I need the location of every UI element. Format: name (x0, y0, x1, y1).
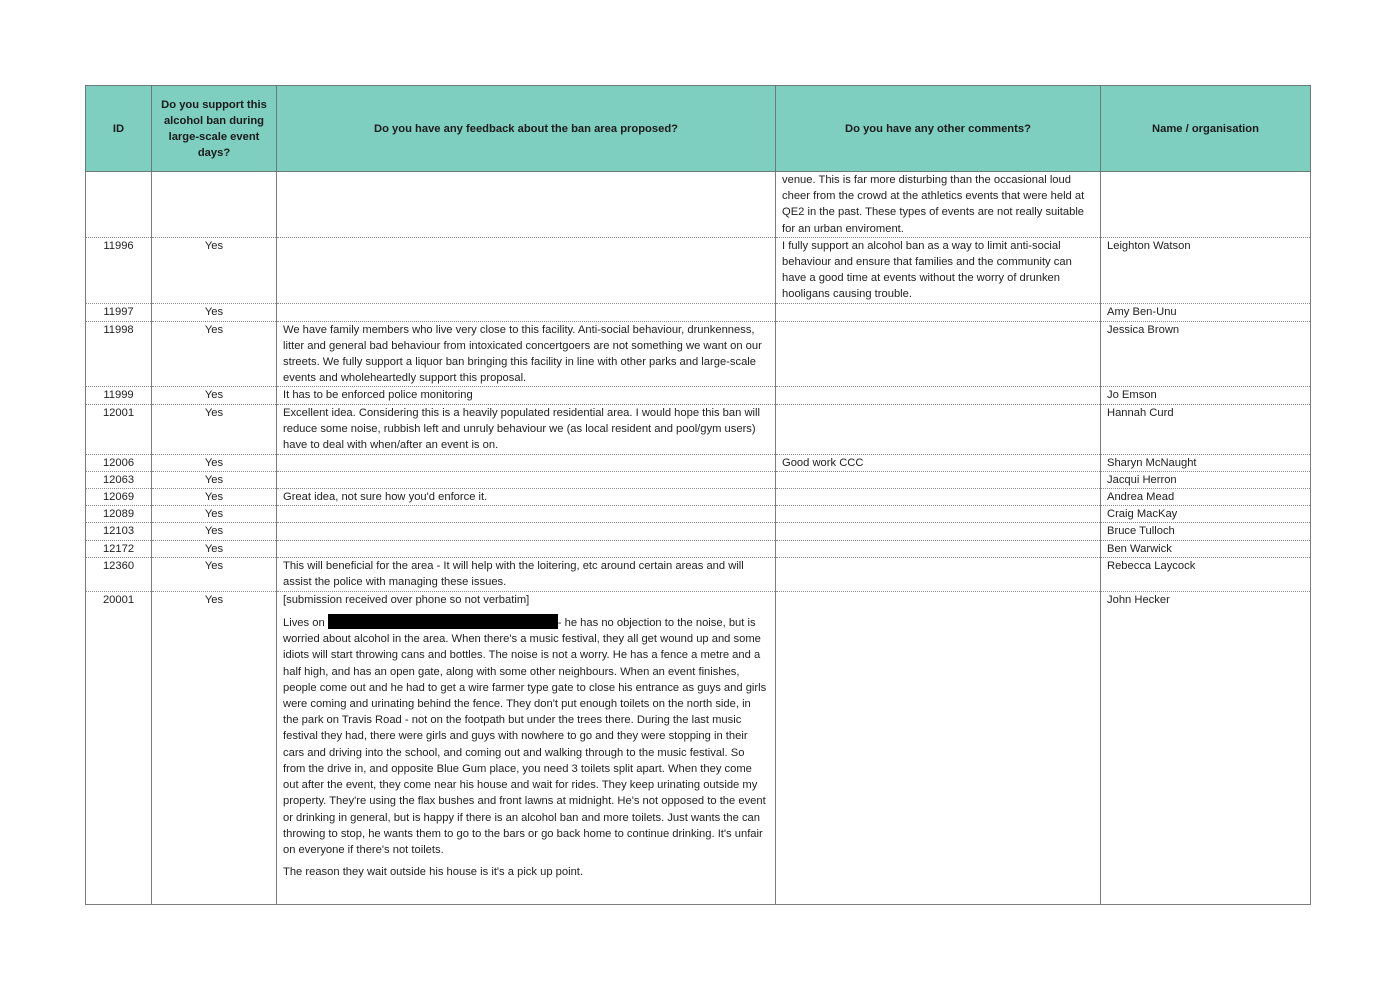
submissions-table (85, 85, 1311, 905)
cell-support: Yes (152, 489, 277, 506)
table-row (86, 540, 1311, 557)
cell-comments (776, 303, 1101, 321)
table-row (86, 321, 1311, 387)
header-comments: Do you have any other comments? (776, 86, 1101, 172)
cell-name: Ben Warwick (1101, 540, 1311, 557)
cell-comments (776, 471, 1101, 488)
cell-feedback (277, 454, 776, 471)
cell-comments: I fully support an alcohol ban as a way to limit anti-social behaviour and ensure that families and the community can have a good time at events without the worry of drunken hooligans causing trouble. (776, 237, 1101, 303)
cell-feedback: We have family members who live very close to this facility. Anti-social behaviour, drunkenness, litter and general bad behaviour from intoxicated concertgoers are not something we want on our streets. We fully support a liquor ban bringing this facility in line with other parks and large-scale events and wholeheartedly support this proposal. (277, 321, 776, 387)
cell-name: Jacqui Herron (1101, 471, 1311, 488)
cell-support: Yes (152, 540, 277, 557)
cell-id: 11996 (86, 237, 152, 303)
cell-feedback (277, 591, 776, 904)
cell-feedback: Great idea, not sure how you'd enforce it. (277, 489, 776, 506)
feedback-prefix: Lives on (283, 617, 328, 630)
table-row (86, 471, 1311, 488)
cell-feedback (277, 506, 776, 523)
cell-name: Craig MacKay (1101, 506, 1311, 523)
header-name: Name / organisation (1101, 86, 1311, 172)
cell-id: 11998 (86, 321, 152, 387)
cell-support: Yes (152, 506, 277, 523)
cell-name: Leighton Watson (1101, 237, 1311, 303)
cell-comments (776, 591, 1101, 904)
cell-id: 12172 (86, 540, 152, 557)
feedback-paragraph (283, 614, 769, 858)
table-row (86, 506, 1311, 523)
cell-id: 11997 (86, 303, 152, 321)
table-row (86, 303, 1311, 321)
cell-comments (776, 404, 1101, 454)
table-row (86, 237, 1311, 303)
feedback-closing: The reason they wait outside his house is it's a pick up point. (283, 866, 584, 879)
cell-support: Yes (152, 321, 277, 387)
cell-id: 20001 (86, 591, 152, 904)
cell-feedback (277, 237, 776, 303)
cell-id (86, 172, 152, 238)
cell-id: 12063 (86, 471, 152, 488)
cell-comments (776, 557, 1101, 591)
header-row (86, 86, 1311, 172)
cell-support: Yes (152, 591, 277, 904)
cell-feedback (277, 471, 776, 488)
cell-id: 12360 (86, 557, 152, 591)
cell-feedback (277, 523, 776, 540)
cell-comments (776, 523, 1101, 540)
cell-comments (776, 506, 1101, 523)
cell-name: Jo Emson (1101, 387, 1311, 404)
header-support: Do you support this alcohol ban during large-scale event days? (152, 86, 277, 172)
redacted-address (328, 614, 558, 629)
cell-support: Yes (152, 523, 277, 540)
cell-support: Yes (152, 237, 277, 303)
cell-support: Yes (152, 454, 277, 471)
cell-comments (776, 540, 1101, 557)
cell-id: 12001 (86, 404, 152, 454)
cell-comments: venue. This is far more disturbing than the occasional loud cheer from the crowd at the athletics events that were held at QE2 in the past. These types of events are not really suitable for an urban enviroment. (776, 172, 1101, 238)
cell-id: 12006 (86, 454, 152, 471)
cell-name: Hannah Curd (1101, 404, 1311, 454)
cell-feedback: Excellent idea. Considering this is a heavily populated residential area. I would hope this ban will reduce some noise, rubbish left and unruly behaviour we (as local resident and pool/gym users) have to deal with when/after an event is on. (277, 404, 776, 454)
table-row (86, 454, 1311, 471)
table-row (86, 591, 1311, 904)
cell-feedback (277, 172, 776, 238)
cell-name: Rebecca Laycock (1101, 557, 1311, 591)
cell-name: Bruce Tulloch (1101, 523, 1311, 540)
table-row (86, 523, 1311, 540)
cell-feedback (277, 303, 776, 321)
cell-support: Yes (152, 557, 277, 591)
cell-name: Amy Ben-Unu (1101, 303, 1311, 321)
header-feedback: Do you have any feedback about the ban area proposed? (277, 86, 776, 172)
feedback-body: - he has no objection to the noise, but is worried about alcohol in the area. When there's a music festival, they all get wound up and some idiots will start throwing cans and bottles. The noise is not a worry. He has a fence a metre and a half high, and has an open gate, along with some other neighbours. When an event finishes, people come out and he had to get a wire farmer type gate to close his entrance as guys and girls were coming and urinating behind the fence. They don't put enough toilets on the north side, in the park on Travis Road - not on the footpath but under the trees there. During the last music festival they had, there were girls and guys with nowhere to go and they were stopping in their cars and driving into the school, and coming out and walking through to the music festival. So from the drive in, and opposite Blue Gum place, you need 3 toilets split apart. When they come out after the event, they come near his house and wait for rides. They keep urinating outside my property. They're using the flax bushes and front lawns at midnight. He's not opposed to the event or drinking in general, but is happy if there is an alcohol ban and more toilets. Just wants the can throwing to stop, he wants them to go to the bars or go back home to continue drinking. It's unfair on everyone if there's not toilets. (283, 617, 767, 856)
cell-id: 12089 (86, 506, 152, 523)
cell-support: Yes (152, 303, 277, 321)
cell-name (1101, 172, 1311, 238)
cell-comments (776, 489, 1101, 506)
cell-support: Yes (152, 404, 277, 454)
cell-support: Yes (152, 471, 277, 488)
cell-id: 12069 (86, 489, 152, 506)
header-id: ID (86, 86, 152, 172)
cell-comments (776, 387, 1101, 404)
cell-id: 12103 (86, 523, 152, 540)
cell-support: Yes (152, 387, 277, 404)
phone-submission-note: [submission received over phone so not verbatim] (283, 593, 530, 606)
table-row (86, 557, 1311, 591)
cell-support (152, 172, 277, 238)
cell-name: Andrea Mead (1101, 489, 1311, 506)
cell-feedback (277, 540, 776, 557)
cell-feedback: It has to be enforced police monitoring (277, 387, 776, 404)
table-row (86, 387, 1311, 404)
table-row-continued (86, 172, 1311, 238)
cell-comments: Good work CCC (776, 454, 1101, 471)
cell-name: Jessica Brown (1101, 321, 1311, 387)
cell-name: Sharyn McNaught (1101, 454, 1311, 471)
cell-feedback: This will beneficial for the area - It will help with the loitering, etc around certain areas and will assist the police with managing these issues. (277, 557, 776, 591)
table-row (86, 404, 1311, 454)
table-row (86, 489, 1311, 506)
cell-name: John Hecker (1101, 591, 1311, 904)
cell-comments (776, 321, 1101, 387)
cell-id: 11999 (86, 387, 152, 404)
